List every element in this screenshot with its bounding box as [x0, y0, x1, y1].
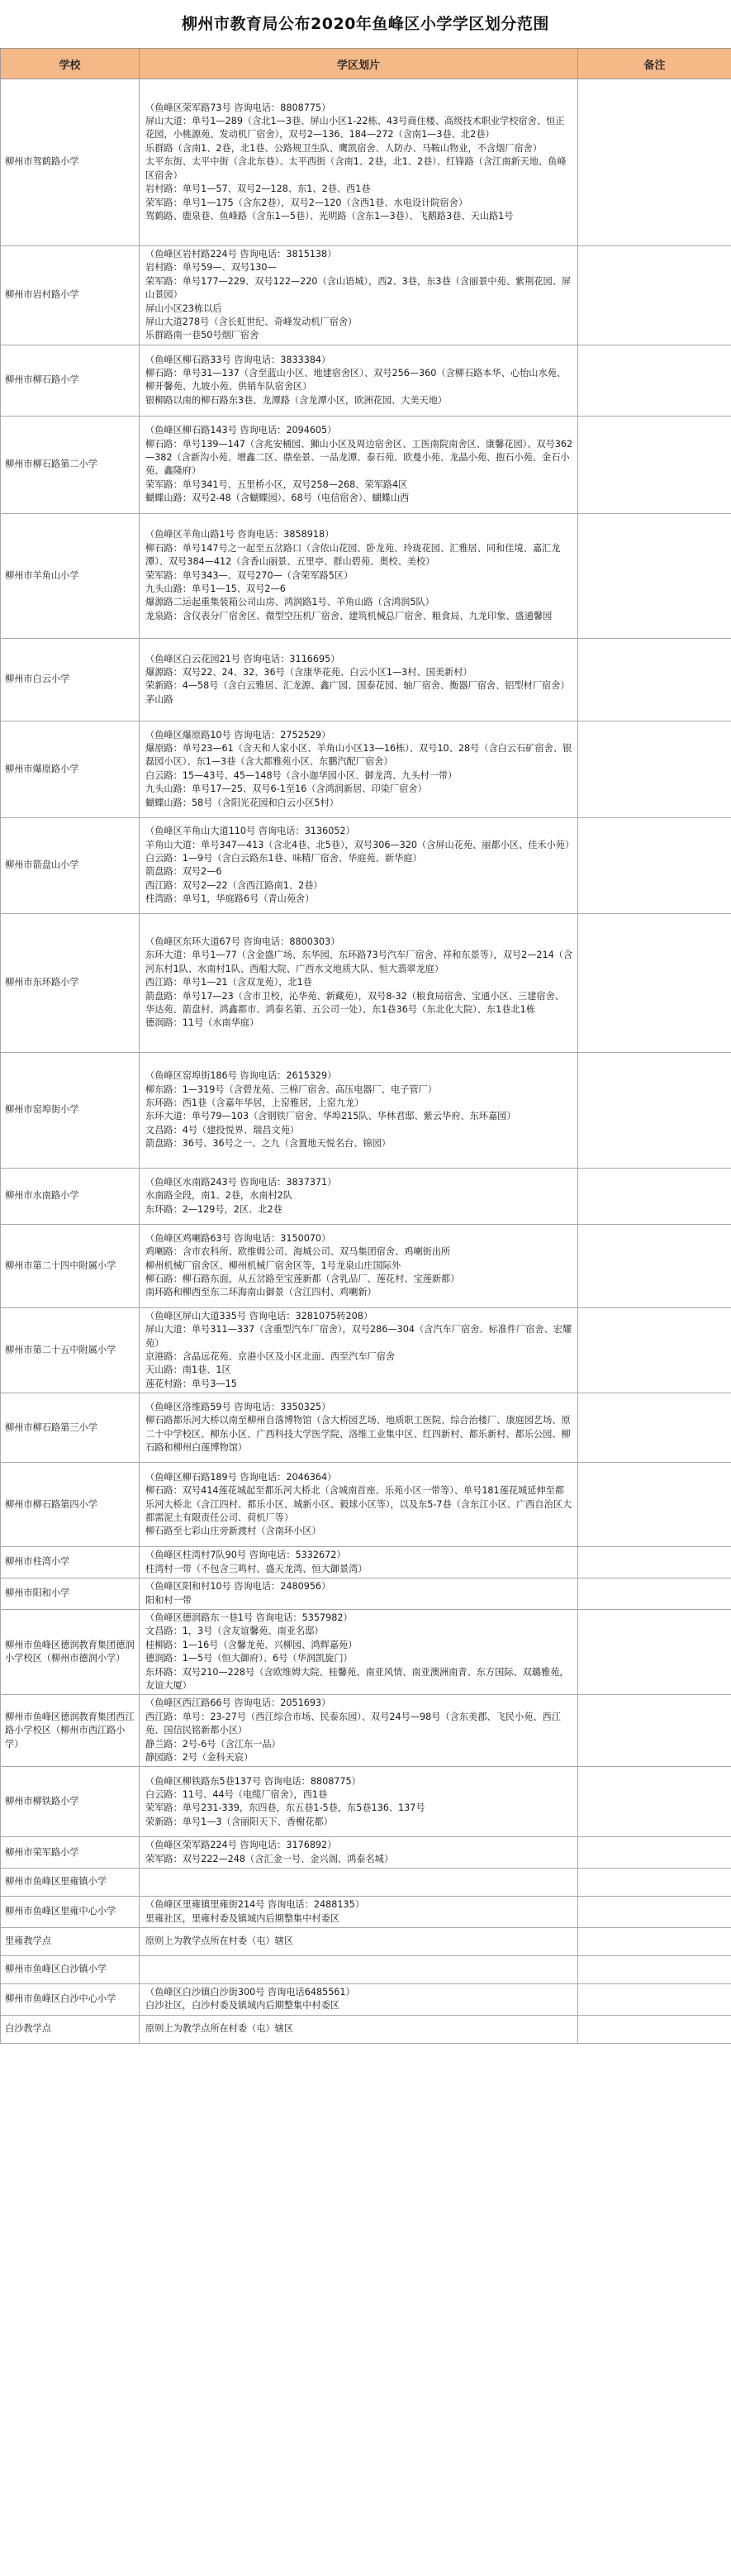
scope-cell [140, 513, 578, 638]
scope-line: 白云路：15—43号、45—148号（含小迦华园小区、御龙湾、九头村一带） [145, 769, 458, 781]
scope-cell [140, 721, 578, 817]
scope-line: 乐群路南一巷50号烟厂宿舍 [145, 330, 259, 341]
scope-line: 白云路：1—9号（含白云路东1巷、味精厂宿舍、华庭苑、新华庭） [145, 852, 422, 864]
scope-line: 屏山大道：单号1—289（含北1—3巷、屏山小区1-22栋、43号商住楼、高级技术职业学校宿舍、恒正花园，小桃源苑、发动机厂宿舍），双号2—136、184—272（含南1—3巷、北2巷） [145, 116, 565, 140]
scope-cell [140, 1052, 578, 1168]
scope-line: （鱼峰区柱湾村7队90号 咨询电话：5332672） [145, 1550, 346, 1561]
scope-line: 荣军路：单号343—、双号270—（含荣军路5区） [145, 569, 354, 581]
school-name-cell: 柳州市窑埠街小学 [1, 1052, 140, 1168]
scope-line: （鱼峰区东环大道67号 咨询电话：8800303） [145, 936, 340, 947]
note-cell [578, 1928, 731, 1956]
scope-line: 荣军路：双号222—248（含汇金一号、金兴阁、鸿泰名城） [145, 1853, 394, 1864]
table-row [1, 1168, 731, 1224]
school-name-cell: 柳州市柱湾小学 [1, 1547, 140, 1578]
table-row [1, 1837, 731, 1869]
scope-cell [140, 1168, 578, 1224]
scope-cell [140, 1695, 578, 1767]
scope-line: （鱼峰区洛维路59号 咨询电话：3350325） [145, 1401, 331, 1412]
school-name-cell: 柳州市鱼峰区里雍镇小学 [1, 1869, 140, 1897]
table-row [1, 416, 731, 513]
scope-cell [140, 1869, 578, 1897]
scope-line: 柳石路：双号414莲花城起至都乐河大桥北（含城南首座、乐苑小区一带等）、单号181莲花城延伸至都乐河大桥北（含江四村、都乐小区、城新小区、毅球小区等），以及东5-7巷（含东江小区、广西自治区大都需泥土有限责任公司、荷机厂等） [145, 1485, 572, 1523]
table-row [1, 1547, 731, 1578]
note-cell [578, 1052, 731, 1168]
school-name-cell: 柳州市柳石路第四小学 [1, 1463, 140, 1547]
scope-line: 鸡喇路：含市农科所、欧维姆公司、海城公司、双马集团宿舍、鸡喇街出所 [145, 1246, 451, 1258]
note-cell [578, 246, 731, 345]
table-row [1, 1307, 731, 1393]
scope-line: （鱼峰区柳石路143号 咨询电话：2094605） [145, 425, 337, 436]
scope-cell [140, 1956, 578, 1984]
scope-line: 柳石路：单号147号之一起至五岔路口（含依山花园、卧龙苑、玲珑花园、汇雅居、同和佳境、嘉汇龙潭）、双号384—412（含香山丽景、五里亭、群山碧苑、奥校、美校） [145, 542, 561, 568]
note-cell [578, 1307, 731, 1393]
table-row [1, 345, 731, 416]
school-name-cell: 白沙教学点 [1, 2015, 140, 2043]
page-title: 柳州市教育局公布2020年鱼峰区小学学区划分范围 [182, 15, 549, 33]
scope-cell [140, 1224, 578, 1307]
scope-line: 西江路：双号2—22（含西江路南1、2巷） [145, 879, 323, 891]
scope-line: 蝴蝶山路：双号2-48（含蝴蝶园）、68号（电信宿舍）、蝴蝶山西 [145, 493, 410, 504]
school-name-cell: 柳州市水南路小学 [1, 1168, 140, 1224]
scope-line: 乐群路（含南1、2巷，北1巷、公路规卫生队、鹰凯宿舍、人防办、马鞍山物业，不含烟厂宿舍） [145, 142, 543, 154]
scope-line: （鱼峰区爆原路10号 咨询电话：2752529） [145, 729, 331, 740]
table-row [1, 1463, 731, 1547]
scope-line: （鱼峰区白云花园21号 咨询电话：3116695） [145, 653, 340, 664]
note-cell [578, 1224, 731, 1307]
scope-line: （鱼峰区岩村路224号 咨询电话：3815138） [145, 249, 337, 260]
scope-line: （鱼峰区羊角山路1号 咨询电话：3858918） [145, 529, 335, 540]
note-cell [578, 2015, 731, 2043]
note-cell [578, 1609, 731, 1694]
scope-line: 柳石路至七彩山庄旁新渡村（含南环小区） [145, 1526, 321, 1537]
scope-cell [140, 1393, 578, 1463]
note-cell [578, 913, 731, 1052]
table-row [1, 1869, 731, 1897]
district-table [0, 48, 731, 2044]
scope-line: 荣军路：单号231-339，东四巷，东五巷1-5巷，东5巷136、137号 [145, 1802, 425, 1814]
scope-line: 柳州机械厂宿舍区、柳州机械厂宿舍区等，1号龙泉山庄国际外 [145, 1259, 401, 1271]
scope-line: 水南路全段，南1、2巷，水南村2队 [145, 1190, 292, 1202]
note-cell [578, 1837, 731, 1869]
school-name-cell: 柳州市鱼峰区白沙镇小学 [1, 1956, 140, 1984]
scope-line: 屏山小区23栋以后 [145, 302, 222, 314]
table-row [1, 1897, 731, 1928]
note-cell [578, 1463, 731, 1547]
scope-line: 九头山路：单号17—25、双号6-1至16（含鸿润新居、印染厂宿舍） [145, 783, 427, 795]
school-name-cell: 柳州市白云小学 [1, 638, 140, 721]
table-row [1, 1928, 731, 1956]
note-cell [578, 416, 731, 513]
scope-line: 柳石路：单号31—137（含至蓝山小区、地建宿舍区）、双号256—360（含柳石路本华、心怡山水苑、柳开馨苑、九坡小苑、供销车队宿舍区） [145, 367, 567, 393]
scope-line: 柳石路：单号139—147（含兆安桶园、狮山小区及周边宿舍区、工医南院南舍区、康馨花园）、双号362—382（含新沟小苑、增鑫二区、鼎垒景、一品龙潭、泰石苑、欧曼小苑、龙晶小苑、抱石小苑、金石小苑、鑫隆府） [145, 438, 573, 477]
scope-line: （鱼峰区里雍镇里雍街214号 咨询电话：2488135） [145, 1899, 364, 1911]
scope-line: 荣新路：4—58号（含白云雅居、汇龙源、鑫广园、国泰花园、轴厂宿舍、衡器厂宿舍、铝型材厂宿舍） [145, 680, 570, 692]
scope-cell [140, 345, 578, 416]
scope-line: 东环路：2—129号，2区、北2巷 [145, 1203, 282, 1215]
scope-cell [140, 1578, 578, 1610]
scope-cell [140, 1837, 578, 1869]
school-name-cell: 柳州市柳石路第三小学 [1, 1393, 140, 1463]
scope-cell [140, 1463, 578, 1547]
scope-line: （鱼峰区荣军路73号 咨询电话：8808775） [145, 102, 331, 113]
scope-line: 屏山大道278号（含长虹世纪、奇峰发动机厂宿舍） [145, 317, 358, 328]
scope-line: 荣军路：单号177—229、双号122—220（含山语城），西2、3巷，东3巷（含丽景中苑、紫荆花园、屏山景园） [145, 275, 572, 301]
school-name-cell: 柳州市柳石路第二小学 [1, 416, 140, 513]
scope-cell [140, 79, 578, 246]
table-row [1, 1956, 731, 1984]
table-header-row [1, 49, 731, 79]
school-name-cell: 柳州市第二十四中附属小学 [1, 1224, 140, 1307]
scope-line: 银柳路以南的柳石路东3巷、龙潭路（含龙潭小区，欧洲花园、大美天地） [145, 394, 448, 406]
scope-line: 羊角山大道：单号347—413（含北4巷、北5巷），双号306—320（含屏山花苑、丽都小区、佳禾小苑） [145, 839, 575, 850]
scope-line: 屏山大道：单号311—337（含重型汽车厂宿舍），双号286—304（含汽车厂宿舍、标准件厂宿舍、宏耀苑） [145, 1324, 572, 1349]
scope-cell [140, 246, 578, 345]
school-name-cell: 柳州市东环路小学 [1, 913, 140, 1052]
school-name-cell: 柳州市荣军路小学 [1, 1837, 140, 1869]
scope-line: 箭盘路：单号17—23（含市卫校，沁华苑、新藏苑），双号8-32（粮食局宿舍、宝通小区、三建宿舍、华达苑、箭盘村、鸿鑫都市、鸿泰名第、五公司一处）、东1巷36号（东北化大院）、东1巷北1栋 [145, 990, 564, 1015]
scope-line: （鱼峰区柳石路189号 咨询电话：2046364） [145, 1471, 337, 1483]
scope-line: 静园路：2号（金科天宸） [145, 1751, 254, 1763]
scope-line: （鱼峰区阳和村10号 咨询电话：2480956） [145, 1581, 331, 1593]
table-row [1, 1695, 731, 1767]
school-name-cell: 柳州市阳和小学 [1, 1578, 140, 1610]
scope-cell [140, 913, 578, 1052]
scope-line: 柳石路：柳石路东面，从五岔路至宝莲新都（含乳品厂、莲花村、宝莲新都） [145, 1274, 460, 1285]
scope-line: 桂柳路：1—16号（含馨龙苑、兴柳园、鸿辉嘉苑） [145, 1639, 358, 1650]
school-name-cell: 柳州市鱼峰区白沙中心小学 [1, 1984, 140, 2016]
scope-line: 东环路：双号210—228号（含欧维姆大院、桂馨苑、南亚风情、南亚澳洲南青、东方国际、双璐雅苑，友谊大厦） [145, 1666, 569, 1691]
scope-line: 东环大道：单号1—77（含金盛广场、东华园、东环路73号汽车厂宿舍、祥和东景等），双号2—214（含河东村1队、水南村1队、西船大院、广西水文地质大队、恒大翡翠龙庭） [145, 950, 573, 974]
header-scope: 学区划片 [140, 49, 578, 79]
scope-line: （鱼峰区屏山大道335号 咨询电话：3281075转208） [145, 1310, 373, 1321]
scope-line: 东环路：西1巷（含嘉年华居，上窑雅居，上窑九龙） [145, 1097, 364, 1108]
note-cell [578, 1168, 731, 1224]
note-cell [578, 345, 731, 416]
scope-cell [140, 416, 578, 513]
table-row [1, 1578, 731, 1610]
school-name-cell: 柳州市羊角山小学 [1, 513, 140, 638]
header-school: 学校 [1, 49, 140, 79]
scope-line: 静兰路：2号-6号（含江东一品） [145, 1738, 281, 1750]
scope-line: （鱼峰区羊角山大道110号 咨询电话：3136052） [145, 826, 355, 837]
table-body [1, 79, 731, 2044]
table-row [1, 79, 731, 246]
scope-line: 南环路和柳西至东二环海南山御景（含江四村、鸡喇新） [145, 1287, 377, 1298]
scope-line: 东环大道：单号79—103（含钢铁厂宿舍、华埠215队、华林君邸、紫云华府、东环嘉园） [145, 1111, 516, 1122]
scope-line: 爆原路：单号23—61（含天和人家小区、羊角山小区13—16栋）、双号10、28号（含白云石矿宿舍、银磊园小区）、东1—3巷（含大都雅苑小区、东鹏汽配厂宿舍） [145, 743, 572, 768]
school-name-cell: 柳州市爆原路小学 [1, 721, 140, 817]
scope-cell [140, 1609, 578, 1694]
scope-line: 文昌路：4号（建投悦界、瑞昌文苑） [145, 1124, 300, 1136]
note-cell [578, 79, 731, 246]
scope-line: 里雍社区，里雍村委及镇域内后期整集中村委区 [145, 1912, 339, 1924]
scope-line: （鱼峰区西江路66号 咨询电话：2051693） [145, 1697, 331, 1709]
scope-line: 爆源路二运起重集装箱公司山房、鸿润路1号、羊角山路（含鸿润5队） [145, 597, 434, 608]
scope-line: 原则上为教学点所在村委（屯）辖区 [145, 1936, 294, 1947]
school-name-cell: 柳州市箭盘山小学 [1, 817, 140, 913]
scope-line: 文昌路：1，3号（含友谊馨苑、南亚名邸） [145, 1626, 324, 1637]
scope-cell [140, 1547, 578, 1578]
school-name-cell: 柳州市鱼峰区德润教育集团德润小学校区（柳州市德润小学） [1, 1609, 140, 1694]
table-row [1, 1984, 731, 2016]
scope-cell [140, 1767, 578, 1837]
school-name-cell: 柳州市岩村路小学 [1, 246, 140, 345]
note-cell [578, 513, 731, 638]
table-row [1, 913, 731, 1052]
note-cell [578, 638, 731, 721]
scope-line: （鱼峰区柳石路33号 咨询电话：3833384） [145, 354, 331, 365]
scope-cell [140, 1307, 578, 1393]
scope-line: 德润路：11号（水南华庭） [145, 1017, 259, 1029]
scope-cell [140, 2015, 578, 2043]
table-row [1, 638, 731, 721]
scope-cell [140, 817, 578, 913]
table-row [1, 721, 731, 817]
table-row [1, 246, 731, 345]
note-cell [578, 1869, 731, 1897]
table-row [1, 1224, 731, 1307]
scope-line: 柱湾路：单号1，华庭路6号（青山苑舍） [145, 893, 315, 905]
table-row [1, 2015, 731, 2043]
scope-line: 柳东路：1—319号（含碧龙苑、三棉厂宿舍、高压电器厂、电子管厂） [145, 1083, 437, 1095]
scope-line: 岩村路：单号1—57、双号2—128、东1、2巷、西1巷 [145, 183, 371, 195]
scope-line: （鱼峰区白沙镇白沙街300号 咨询电话6485561） [145, 1987, 355, 1997]
scope-line: 龙泉路：含仪表分厂宿舍区、微型空压机厂宿舍、建筑机械总厂宿舍、粮食局、九龙印象、盛通馨园 [145, 610, 553, 621]
scope-line: 爆源路：双号22、24、32、36号（含康华花苑、白云小区1—3村、国美新村） [145, 666, 472, 678]
note-cell [578, 1393, 731, 1463]
scope-cell [140, 1928, 578, 1956]
scope-line: 蝴蝶山路：58号（含阳光花园和白云小区5村） [145, 797, 339, 808]
scope-line: （鱼峰区柳铁路东5巷137号 咨询电话：8808775） [145, 1775, 361, 1787]
note-cell [578, 1984, 731, 2016]
scope-line: 柱湾村一带（不包含三鸣村、盛天龙湾、恒大御景湾） [145, 1563, 368, 1574]
note-cell [578, 721, 731, 817]
scope-cell [140, 638, 578, 721]
note-cell [578, 1897, 731, 1928]
scope-line: 岩村路：单号59—、双号130— [145, 262, 277, 274]
school-name-cell: 柳州市驾鹤路小学 [1, 79, 140, 246]
scope-line: 荣新路：单号1—3（含丽阳天下、香榭花都） [145, 1816, 333, 1827]
table-row [1, 1393, 731, 1463]
note-cell [578, 1956, 731, 1984]
table-row [1, 1052, 731, 1168]
scope-line: 西江路：单号：23-27号（西江综合市场、民泰东园）、双号24号—98号（含东美郡、飞民小苑、西江苑、国信民铭新都小区） [145, 1711, 561, 1736]
scope-line: 太平东街、太平中街（含北东巷）、太平西街（含南1、2巷，北1、2巷）、红锋路（含江南新天地、鱼峰区宿舍） [145, 156, 567, 181]
note-cell [578, 1695, 731, 1767]
scope-line: 阳和村一带 [145, 1594, 192, 1606]
scope-line: 荣军路：单号1—175（含东2巷），双号2—120（含西1巷、水电设计院宿舍） [145, 197, 468, 208]
scope-line: 荣军路：单号341号、五里桥小区，双号258—268、荣军路4区 [145, 479, 408, 490]
scope-line: （鱼峰区鸡喇路63号 咨询电话：3150070） [145, 1232, 331, 1244]
scope-line: 箭盘路：双号2—6 [145, 866, 222, 878]
scope-line: 西江路：单号1—21（含双龙苑），北1巷 [145, 977, 312, 988]
table-row [1, 1767, 731, 1837]
scope-line: 柳石路都乐河大桥以南至柳州自落博物馆（含大桥园艺场、地质职工医院、综合治楼厂、康庭园艺场、原二十中学校区、柳东小区、广西科技大学医学院、洛维工业集中区、红四新村、都乐新村、都乐公园、柳石路和柳州白莲博物馆） [145, 1415, 571, 1454]
scope-line: 箭盘路：36号、36号之一、之九（含置地天悦名台、锦园） [145, 1138, 391, 1150]
scope-line: 驾鹤路、鹿泉巷、鱼峰路（含东1—5巷）、光明路（含东1—3巷）、飞鹅路3巷、天山路1号 [145, 210, 514, 221]
note-cell [578, 817, 731, 913]
table-row [1, 1609, 731, 1694]
note-cell [578, 1547, 731, 1578]
school-name-cell: 柳州市鱼峰区德润教育集团西江路小学校区（柳州市西江路小学） [1, 1695, 140, 1767]
note-cell [578, 1767, 731, 1837]
scope-line: 莲花村路：单号3—15 [145, 1378, 237, 1389]
table-row [1, 513, 731, 638]
scope-line: 九头山路：单号1—15、双号2—6 [145, 583, 286, 595]
school-name-cell: 柳州市柳铁路小学 [1, 1767, 140, 1837]
school-name-cell: 柳州市鱼峰区里雍中心小学 [1, 1897, 140, 1928]
school-name-cell: 柳州市柳石路小学 [1, 345, 140, 416]
note-cell [578, 1578, 731, 1610]
scope-line: 京港路：含晶远花苑、京港小区及小区北面、西至汽车厂宿舍 [145, 1351, 396, 1363]
scope-line: 白云路：11号、44号（电缆厂宿舍），西1巷 [145, 1788, 328, 1800]
school-name-cell: 里雍教学点 [1, 1928, 140, 1956]
school-name-cell: 柳州市第二十五中附属小学 [1, 1307, 140, 1393]
scope-line: （鱼峰区德润路东一巷1号 咨询电话：5357982） [145, 1612, 353, 1623]
scope-line: 茅山路 [145, 693, 173, 705]
scope-line: 德润路：1—5号（恒大御府）、6号（华润凯旋门） [145, 1653, 353, 1664]
table-row [1, 817, 731, 913]
scope-line: 原则上为教学点所在村委（屯）辖区 [145, 2023, 294, 2035]
scope-line: 天山路：南1巷、1区 [145, 1364, 231, 1376]
scope-line: （鱼峰区荣军路224号 咨询电话：3176892） [145, 1840, 337, 1851]
scope-cell [140, 1897, 578, 1928]
scope-line: （鱼峰区窑埠街186号 咨询电话：2615329） [145, 1070, 337, 1082]
scope-cell [140, 1984, 578, 2016]
scope-line: （鱼峰区水南路243号 咨询电话：3837371） [145, 1176, 337, 1188]
header-note: 备注 [578, 49, 731, 79]
scope-line: 白沙社区，白沙村委及镇域内后期整集中村委区 [145, 2000, 339, 2012]
